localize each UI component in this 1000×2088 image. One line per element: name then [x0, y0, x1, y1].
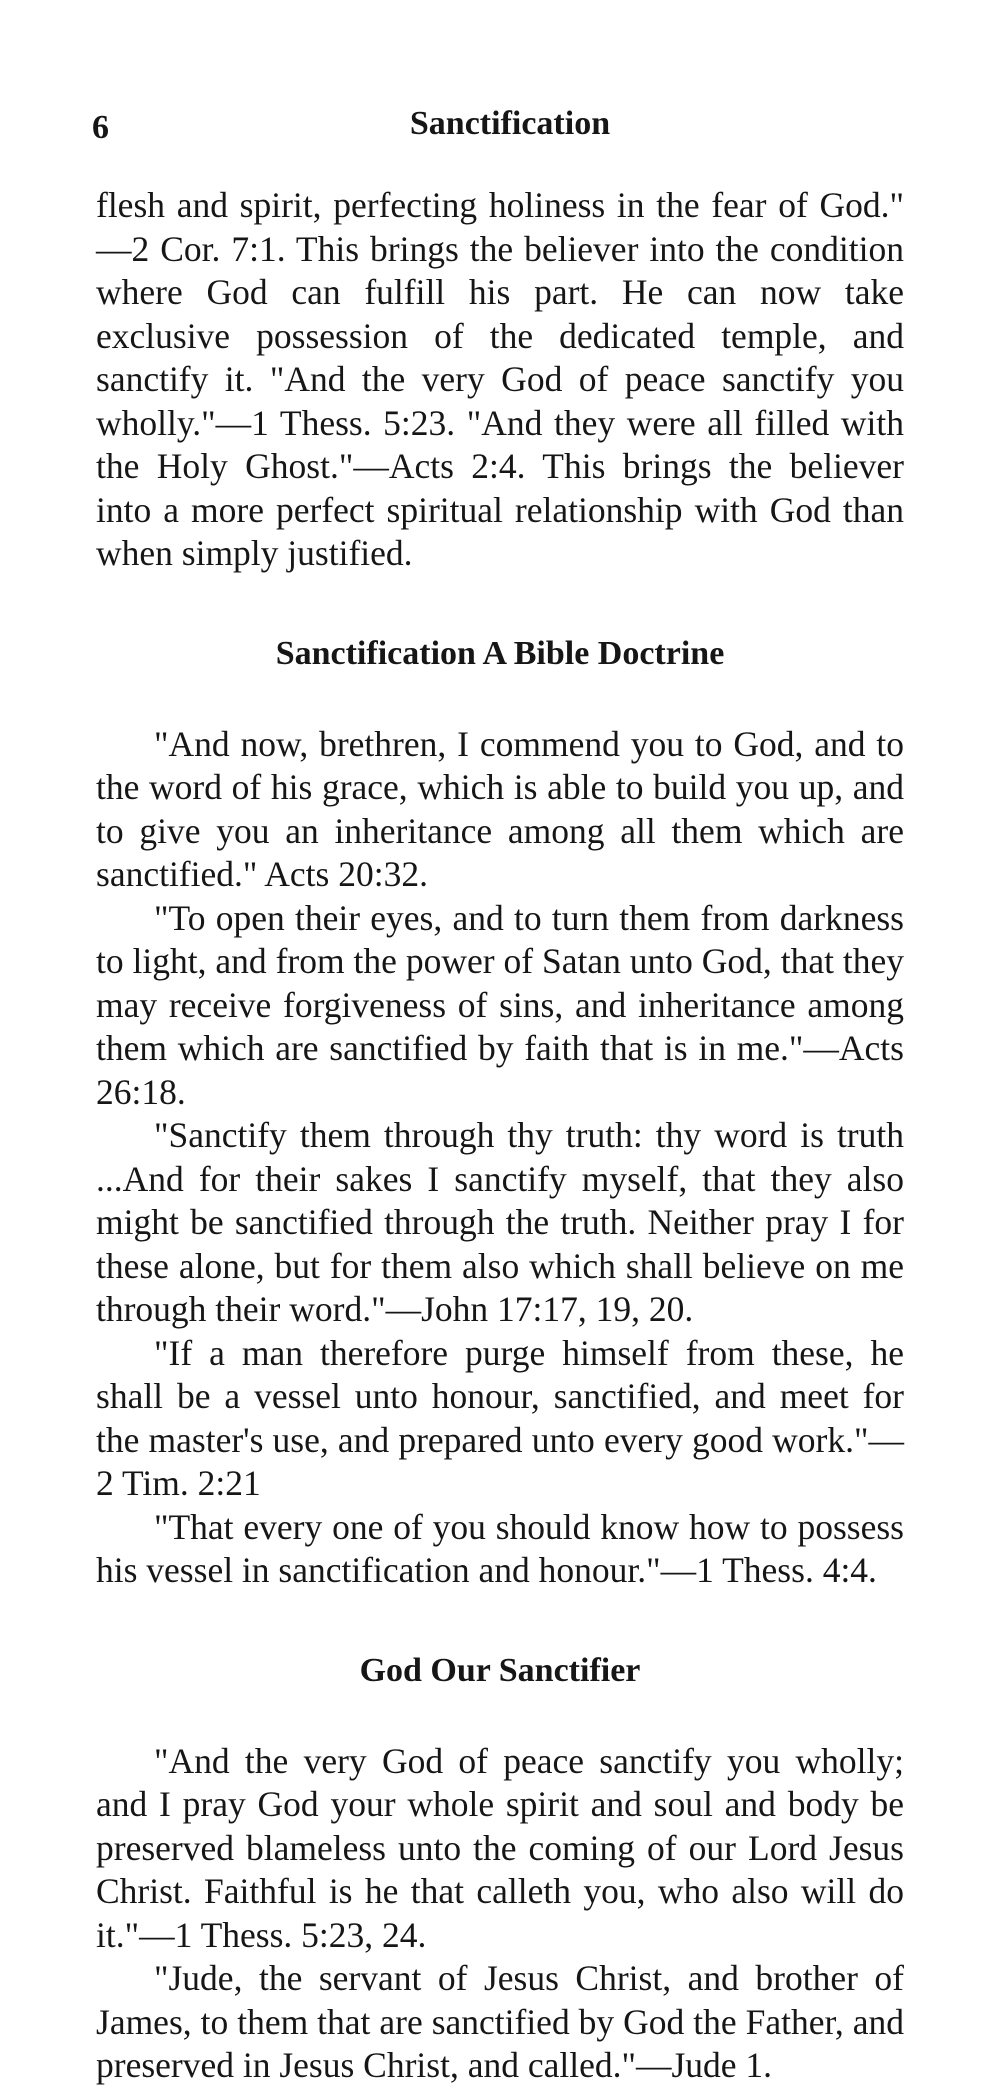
section-heading-god-our-sanctifier: God Our Sanctifier	[359, 1651, 641, 1689]
page-body	[96, 184, 904, 2088]
running-title: Sanctification	[409, 105, 611, 142]
scripture-paragraph: "And the very God of peace sanctify you wholly; and I pray God your whole spirit and soul and body be preserved blameless unto the coming of our Lord Jesus Christ. Faithful is he that calleth you, who also will do it."—1 Thess. 5:23, 24.	[96, 1740, 904, 1955]
scripture-paragraph: "Jude, the servant of Jesus Christ, and brother of James, to them that are sanctified by God the Father, and preserved in Jesus Christ, and called."—Jude 1.	[96, 1958, 904, 2085]
scripture-paragraph: "That every one of you should know how to possess his vessel in sanctification and honour."—1 Thess. 4:4.	[96, 1506, 904, 1590]
scripture-paragraph: "To open their eyes, and to turn them from darkness to light, and from the power of Satan unto God, that they may receive forgiveness of sins, and inheritance among them which are sanctified by faith that is in me."—Acts 26:18.	[96, 897, 904, 1112]
scripture-paragraph: "And now, brethren, I commend you to God, and to the word of his grace, which is able to build you up, and to give you an inheritance among all them which are sanctified." Acts 20:32.	[96, 723, 904, 894]
section-heading-bible-doctrine: Sanctification A Bible Doctrine	[275, 634, 725, 672]
intro-paragraph: flesh and spirit, perfecting holiness in the fear of God." —2 Cor. 7:1. This brings the believer into the condition where God can fulfill his part. He can now take exclusive possession of the dedicated temple, and sanctify it. "And the very God of peace sanctify you wholly."—1 Thess. 5:23. "And they were all filled with the Holy Ghost."—Acts 2:4. This brings the believer into a more perfect spiritual relationship with God than when simply justified.	[96, 185, 904, 573]
scripture-paragraph: "If a man therefore purge himself from these, he shall be a vessel unto honour, sanctified, and meet for the master's use, and prepared unto every good work."—2 Tim. 2:21	[96, 1332, 904, 1503]
scripture-paragraph: "Sanctify them through thy truth: thy word is truth ...And for their sakes I sanctify myself, that they also might be sanctified through the truth. Neither pray I for these alone, but for them also which shall believe on me through their word."—John 17:17, 19, 20.	[96, 1115, 904, 1329]
page-number: 6	[92, 109, 109, 146]
